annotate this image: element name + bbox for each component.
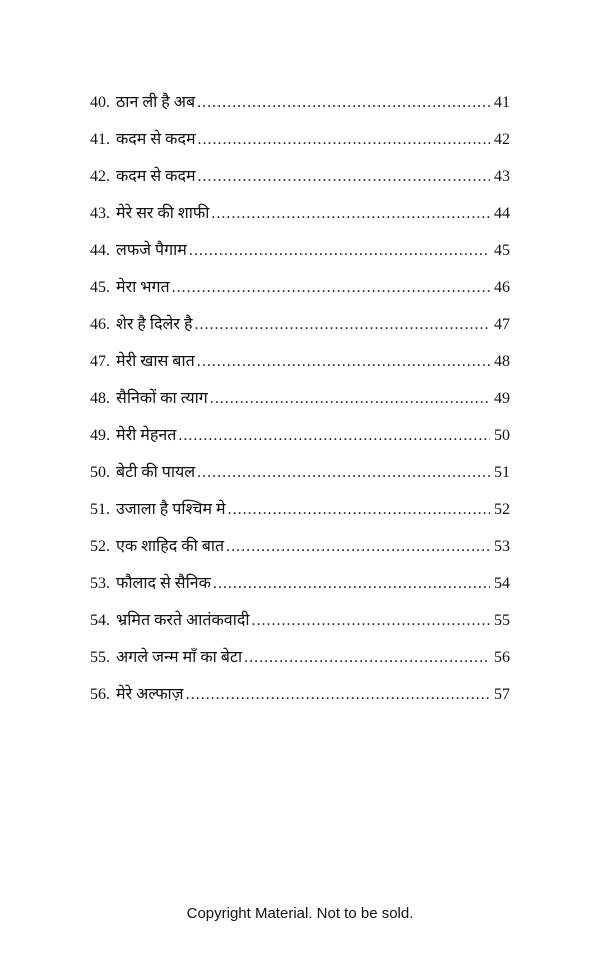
- toc-entry-page: 54: [494, 575, 510, 592]
- toc-entry-page: 45: [494, 242, 510, 259]
- toc-entry-title: मेरे सर की शाफी: [116, 205, 210, 222]
- toc-entry: [90, 236, 510, 273]
- toc-entry: [90, 606, 510, 643]
- toc-entry-number: 51.: [90, 501, 110, 518]
- toc-entry-title: मेरे अल्फाज़: [116, 686, 184, 703]
- toc-entry-number: 50.: [90, 464, 110, 481]
- toc-entry-page: 55: [494, 612, 510, 629]
- toc-entry-number: 43.: [90, 205, 110, 222]
- toc-dot-leader: [226, 532, 490, 562]
- toc-entry-page: 50: [494, 427, 510, 444]
- toc-entry-page: 57: [494, 686, 510, 703]
- toc-entry-number: 42.: [90, 168, 110, 185]
- toc-entry-number: 49.: [90, 427, 110, 444]
- toc-entry-number: 44.: [90, 242, 110, 259]
- toc-entry: [90, 384, 510, 421]
- copyright-footer: Copyright Material. Not to be sold.: [186, 905, 414, 922]
- toc-entry-number: 52.: [90, 538, 110, 555]
- toc-entry-page: 51: [494, 464, 510, 481]
- toc-entry-title: कदम से कदम: [116, 168, 196, 185]
- toc-entry: [90, 310, 510, 347]
- toc-entry: [90, 162, 510, 199]
- toc-entry-title: बेटी की पायल: [116, 464, 196, 481]
- toc-entry: [90, 569, 510, 606]
- toc-entry-page: 43: [494, 168, 510, 185]
- toc-entry: [90, 643, 510, 680]
- toc-dot-leader: [251, 606, 490, 636]
- toc-entry-number: 45.: [90, 279, 110, 296]
- toc-entry-title: शेर है दिलेर है: [116, 316, 193, 333]
- toc-entry-number: 47.: [90, 353, 110, 370]
- toc-dot-leader: [189, 236, 490, 266]
- toc-entry-page: 52: [494, 501, 510, 518]
- toc-entry-number: 48.: [90, 390, 110, 407]
- toc-entry: [90, 88, 510, 125]
- toc-entry: [90, 495, 510, 532]
- toc-dot-leader: [197, 88, 490, 118]
- toc-entry-page: 49: [494, 390, 510, 407]
- toc-entry-title: मेरी मेहनत: [116, 427, 177, 444]
- toc-dot-leader: [178, 421, 490, 451]
- toc-entry-title: सैनिकों का त्याग: [116, 390, 208, 407]
- toc-entry-number: 40.: [90, 94, 110, 111]
- toc-dot-leader: [172, 273, 490, 303]
- toc-entry-title: कदम से कदम: [116, 131, 196, 148]
- toc-entry: [90, 125, 510, 162]
- toc-entry-title: एक शाहिद की बात: [116, 538, 225, 555]
- toc-dot-leader: [197, 347, 490, 377]
- toc-dot-leader: [210, 384, 490, 414]
- toc-entry-number: 54.: [90, 612, 110, 629]
- toc-dot-leader: [213, 569, 490, 599]
- toc-entry-title: उजाला है पश्चिम मे: [116, 501, 226, 518]
- toc-entry-number: 56.: [90, 686, 110, 703]
- toc-entry-title: फौलाद से सैनिक: [116, 575, 211, 592]
- toc-entry-page: 48: [494, 353, 510, 370]
- toc-entry-title: ठान ली है अब: [116, 94, 196, 111]
- toc-entry: [90, 532, 510, 569]
- toc-entry: [90, 347, 510, 384]
- toc-entry-title: लफजे पैगाम: [116, 242, 187, 259]
- toc-entry-page: 56: [494, 649, 510, 666]
- toc-entry-title: मेरा भगत: [116, 279, 170, 296]
- toc-dot-leader: [211, 199, 490, 229]
- toc-dot-leader: [198, 125, 490, 155]
- toc-entry: [90, 458, 510, 495]
- toc-entry-title: अगले जन्म माँ का बेटा: [116, 649, 243, 666]
- toc-dot-leader: [198, 162, 490, 192]
- toc-entry-page: 44: [494, 205, 510, 222]
- toc-entry-number: 46.: [90, 316, 110, 333]
- toc-entry-number: 55.: [90, 649, 110, 666]
- toc-dot-leader: [228, 495, 490, 525]
- toc-entry-title: मेरी खास बात: [116, 353, 195, 370]
- toc-entry-page: 47: [494, 316, 510, 333]
- toc-entry-page: 41: [494, 94, 510, 111]
- toc-entry-page: 46: [494, 279, 510, 296]
- toc-entry: [90, 199, 510, 236]
- toc-entry: [90, 421, 510, 458]
- toc-entry-page: 53: [494, 538, 510, 555]
- toc-dot-leader: [244, 643, 490, 673]
- toc-entry-title: भ्रमित करते आतंकवादी: [116, 612, 250, 629]
- table-of-contents: [90, 88, 510, 717]
- toc-entry: [90, 680, 510, 717]
- toc-entry-number: 53.: [90, 575, 110, 592]
- toc-entry: [90, 273, 510, 310]
- toc-dot-leader: [194, 310, 490, 340]
- toc-dot-leader: [197, 458, 490, 488]
- toc-entry-number: 41.: [90, 131, 110, 148]
- toc-entry-page: 42: [494, 131, 510, 148]
- toc-dot-leader: [186, 680, 490, 710]
